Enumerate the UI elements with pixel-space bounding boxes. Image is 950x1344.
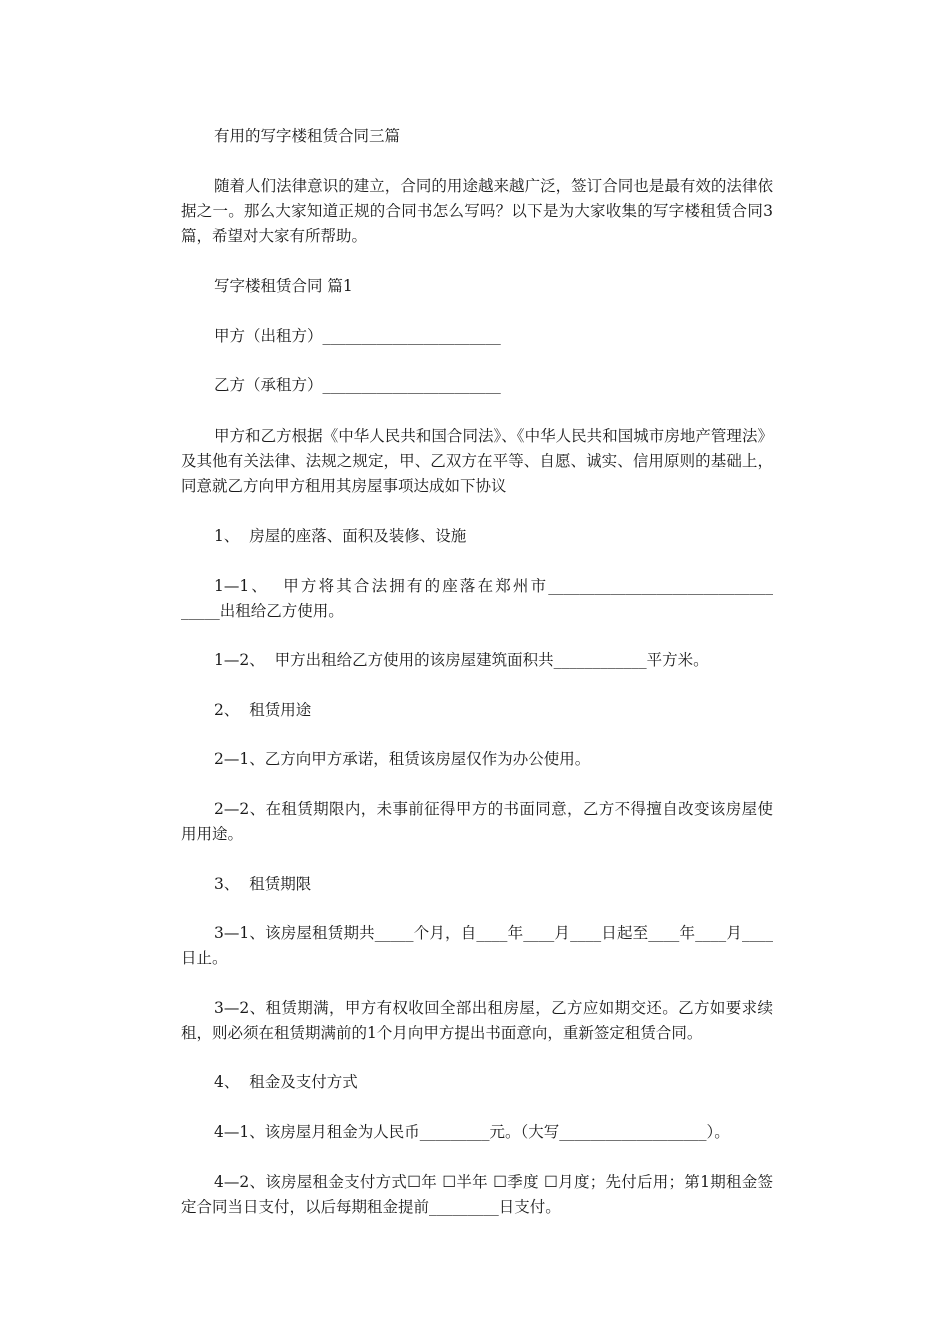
- clause-2-1: 2—1、乙方向甲方承诺，租赁该房屋仅作为办公使用。: [214, 750, 591, 768]
- party-b-line: 乙方（承租方）_______________________: [214, 376, 501, 394]
- clause-1-2: 1—2、 甲方出租给乙方使用的该房屋建筑面积共____________平方米。: [214, 651, 709, 669]
- clause-3-1: 3—1、该房屋租赁期共_____个月，自____年____月____日起至____年____月____日止。: [181, 924, 773, 967]
- section-2-heading: 2、 租赁用途: [214, 701, 312, 719]
- clause-4-2: 4—2、该房屋租金支付方式☐年 ☐半年 ☐季度 ☐月度；先付后用；第1期租金签定合同当日支付，以后每期租金提前_________日支付。: [181, 1173, 773, 1216]
- document-title: 有用的写字楼租赁合同三篇: [214, 127, 401, 145]
- party-a-line: 甲方（出租方）_______________________: [214, 327, 501, 345]
- section-1-heading: 1、 房屋的座落、面积及装修、设施: [214, 527, 467, 545]
- preamble-paragraph: 甲方和乙方根据《中华人民共和国合同法》、《中华人民共和国城市房地产管理法》及其他有关法律、法规之规定，甲、乙双方在平等、自愿、诚实、信用原则的基础上，同意就乙方向甲方租用其房屋事项达成如下协议: [181, 427, 773, 495]
- clause-2-2: 2—2、在租赁期限内，未事前征得甲方的书面同意，乙方不得擅自改变该房屋使用用途。: [181, 800, 773, 843]
- clause-4-1: 4—1、该房屋月租金为人民币_________元。（大写___________________）。: [214, 1123, 730, 1141]
- contract-heading: 写字楼租赁合同 篇1: [214, 277, 353, 295]
- intro-paragraph: 随着人们法律意识的建立，合同的用途越来越广泛，签订合同也是最有效的法律依据之一。那么大家知道正规的合同书怎么写吗？以下是为大家收集的写字楼租赁合同3篇，希望对大家有所帮助。: [181, 177, 773, 245]
- section-3-heading: 3、 租赁期限: [214, 875, 312, 893]
- section-4-heading: 4、 租金及支付方式: [214, 1073, 358, 1091]
- clause-3-2: 3—2、租赁期满，甲方有权收回全部出租房屋，乙方应如期交还。乙方如要求续租，则必须在租赁期满前的1个月向甲方提出书面意向，重新签定租赁合同。: [181, 999, 773, 1042]
- clause-1-1: 1—1、 甲方将其合法拥有的座落在郑州市_____________________________ _____出租给乙方使用。: [181, 577, 778, 620]
